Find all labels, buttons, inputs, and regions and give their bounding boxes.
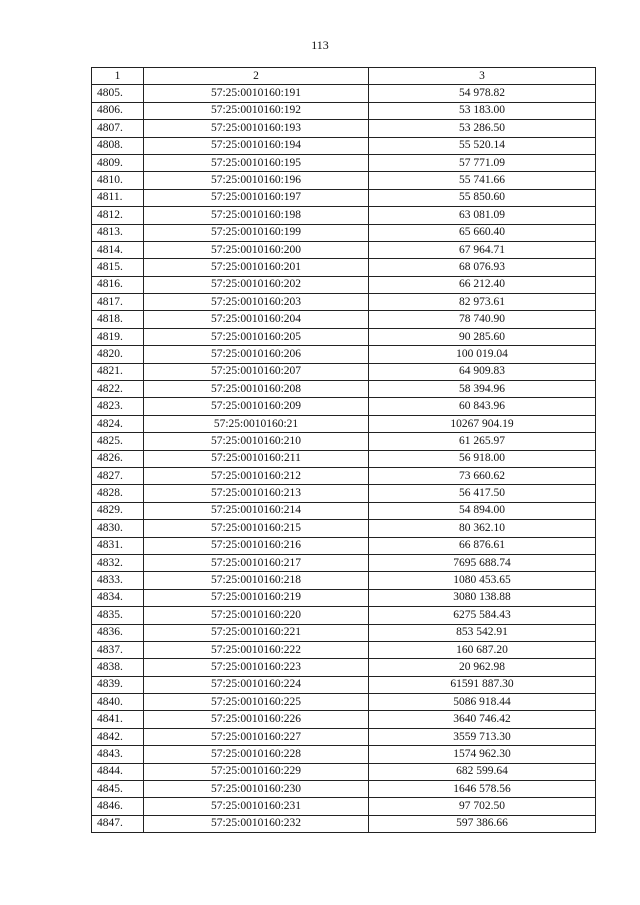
table-row: [92, 207, 596, 224]
cadastral-number-cell: 57:25:0010160:216: [144, 537, 369, 554]
cadastral-value-cell: 90 285.60: [369, 328, 596, 345]
table-row: [92, 346, 596, 363]
cadastral-number-cell: 57:25:0010160:215: [144, 520, 369, 537]
row-number-cell: 4805.: [92, 85, 144, 102]
cadastral-value-cell: 61 265.97: [369, 433, 596, 450]
table-row: [92, 137, 596, 154]
cadastral-value-cell: 53 183.00: [369, 102, 596, 119]
row-number-cell: 4831.: [92, 537, 144, 554]
table-row: [92, 641, 596, 658]
row-number-cell: 4808.: [92, 137, 144, 154]
row-number-cell: 4815.: [92, 259, 144, 276]
cadastral-value-cell: 853 542.91: [369, 624, 596, 641]
table-row: [92, 728, 596, 745]
cadastral-value-cell: 56 417.50: [369, 485, 596, 502]
cadastral-value-cell: 54 894.00: [369, 502, 596, 519]
cadastral-value-cell: 61591 887.30: [369, 676, 596, 693]
table-row: [92, 467, 596, 484]
cadastral-value-cell: 682 599.64: [369, 763, 596, 780]
table-row: [92, 781, 596, 798]
row-number-cell: 4828.: [92, 485, 144, 502]
row-number-cell: 4812.: [92, 207, 144, 224]
cadastral-value-cell: 3080 138.88: [369, 589, 596, 606]
cadastral-number-cell: 57:25:0010160:223: [144, 659, 369, 676]
table-row: [92, 241, 596, 258]
row-number-cell: 4844.: [92, 763, 144, 780]
row-number-cell: 4821.: [92, 363, 144, 380]
cadastral-number-cell: 57:25:0010160:227: [144, 728, 369, 745]
cadastral-value-cell: 100 019.04: [369, 346, 596, 363]
table-row: [92, 554, 596, 571]
row-number-cell: 4822.: [92, 381, 144, 398]
row-number-cell: 4839.: [92, 676, 144, 693]
table-row: [92, 502, 596, 519]
cadastral-value-cell: 20 962.98: [369, 659, 596, 676]
table-row: [92, 85, 596, 102]
column-header-3: 3: [369, 68, 596, 85]
row-number-cell: 4817.: [92, 294, 144, 311]
cadastral-number-cell: 57:25:0010160:210: [144, 433, 369, 450]
row-number-cell: 4809.: [92, 154, 144, 171]
row-number-cell: 4835.: [92, 607, 144, 624]
cadastral-number-cell: 57:25:0010160:191: [144, 85, 369, 102]
cadastral-value-cell: 63 081.09: [369, 207, 596, 224]
cadastral-value-cell: 65 660.40: [369, 224, 596, 241]
table-row: [92, 676, 596, 693]
table-row: [92, 276, 596, 293]
cadastral-number-cell: 57:25:0010160:196: [144, 172, 369, 189]
row-number-cell: 4810.: [92, 172, 144, 189]
row-number-cell: 4826.: [92, 450, 144, 467]
row-number-cell: 4816.: [92, 276, 144, 293]
table-row: [92, 763, 596, 780]
table-row: [92, 398, 596, 415]
cadastral-number-cell: 57:25:0010160:212: [144, 467, 369, 484]
cadastral-number-cell: 57:25:0010160:231: [144, 798, 369, 815]
table-header-row: [92, 68, 596, 85]
cadastral-value-cell: 7695 688.74: [369, 554, 596, 571]
cadastral-number-cell: 57:25:0010160:220: [144, 607, 369, 624]
cadastral-value-cell: 1080 453.65: [369, 572, 596, 589]
cadastral-value-cell: 57 771.09: [369, 154, 596, 171]
cadastral-number-cell: 57:25:0010160:194: [144, 137, 369, 154]
cadastral-number-cell: 57:25:0010160:204: [144, 311, 369, 328]
row-number-cell: 4827.: [92, 467, 144, 484]
row-number-cell: 4846.: [92, 798, 144, 815]
row-number-cell: 4807.: [92, 120, 144, 137]
cadastral-value-cell: 58 394.96: [369, 381, 596, 398]
row-number-cell: 4842.: [92, 728, 144, 745]
cadastral-number-cell: 57:25:0010160:224: [144, 676, 369, 693]
cadastral-number-cell: 57:25:0010160:198: [144, 207, 369, 224]
row-number-cell: 4836.: [92, 624, 144, 641]
cadastral-value-cell: 3559 713.30: [369, 728, 596, 745]
cadastral-number-cell: 57:25:0010160:201: [144, 259, 369, 276]
cadastral-value-cell: 1574 962.30: [369, 746, 596, 763]
row-number-cell: 4837.: [92, 641, 144, 658]
cadastral-number-cell: 57:25:0010160:206: [144, 346, 369, 363]
cadastral-number-cell: 57:25:0010160:217: [144, 554, 369, 571]
table-row: [92, 589, 596, 606]
row-number-cell: 4824.: [92, 415, 144, 432]
cadastral-value-cell: 160 687.20: [369, 641, 596, 658]
row-number-cell: 4814.: [92, 241, 144, 258]
table-row: [92, 607, 596, 624]
table-row: [92, 659, 596, 676]
cadastral-number-cell: 57:25:0010160:207: [144, 363, 369, 380]
table-row: [92, 415, 596, 432]
cadastral-number-cell: 57:25:0010160:225: [144, 694, 369, 711]
row-number-cell: 4811.: [92, 189, 144, 206]
row-number-cell: 4832.: [92, 554, 144, 571]
table-row: [92, 433, 596, 450]
cadastral-number-cell: 57:25:0010160:229: [144, 763, 369, 780]
cadastral-number-cell: 57:25:0010160:232: [144, 815, 369, 832]
cadastral-value-cell: 64 909.83: [369, 363, 596, 380]
cadastral-value-cell: 54 978.82: [369, 85, 596, 102]
cadastral-number-cell: 57:25:0010160:193: [144, 120, 369, 137]
table-row: [92, 259, 596, 276]
table-row: [92, 102, 596, 119]
cadastral-number-cell: 57:25:0010160:219: [144, 589, 369, 606]
cadastral-value-cell: 5086 918.44: [369, 694, 596, 711]
row-number-cell: 4834.: [92, 589, 144, 606]
table-row: [92, 815, 596, 832]
row-number-cell: 4813.: [92, 224, 144, 241]
table-row: [92, 189, 596, 206]
cadastral-value-cell: 68 076.93: [369, 259, 596, 276]
table-row: [92, 624, 596, 641]
cadastral-number-cell: 57:25:0010160:218: [144, 572, 369, 589]
row-number-cell: 4806.: [92, 102, 144, 119]
cadastral-number-cell: 57:25:0010160:230: [144, 781, 369, 798]
row-number-cell: 4823.: [92, 398, 144, 415]
cadastral-number-cell: 57:25:0010160:202: [144, 276, 369, 293]
cadastral-number-cell: 57:25:0010160:197: [144, 189, 369, 206]
table-row: [92, 172, 596, 189]
table-row: [92, 572, 596, 589]
table-row: [92, 711, 596, 728]
cadastral-number-cell: 57:25:0010160:221: [144, 624, 369, 641]
row-number-cell: 4840.: [92, 694, 144, 711]
cadastral-number-cell: 57:25:0010160:205: [144, 328, 369, 345]
cadastral-number-cell: 57:25:0010160:222: [144, 641, 369, 658]
row-number-cell: 4833.: [92, 572, 144, 589]
row-number-cell: 4825.: [92, 433, 144, 450]
row-number-cell: 4845.: [92, 781, 144, 798]
cadastral-value-cell: 66 212.40: [369, 276, 596, 293]
page-number: 113: [311, 38, 329, 52]
cadastral-value-table: [91, 67, 596, 833]
row-number-cell: 4838.: [92, 659, 144, 676]
cadastral-value-cell: 55 741.66: [369, 172, 596, 189]
cadastral-value-cell: 6275 584.43: [369, 607, 596, 624]
cadastral-value-cell: 597 386.66: [369, 815, 596, 832]
table-row: [92, 328, 596, 345]
cadastral-value-cell: 55 850.60: [369, 189, 596, 206]
table-body: [92, 68, 596, 833]
row-number-cell: 4829.: [92, 502, 144, 519]
cadastral-value-cell: 10267 904.19: [369, 415, 596, 432]
cadastral-number-cell: 57:25:0010160:211: [144, 450, 369, 467]
table-row: [92, 485, 596, 502]
cadastral-number-cell: 57:25:0010160:214: [144, 502, 369, 519]
cadastral-number-cell: 57:25:0010160:226: [144, 711, 369, 728]
cadastral-number-cell: 57:25:0010160:200: [144, 241, 369, 258]
row-number-cell: 4847.: [92, 815, 144, 832]
cadastral-value-cell: 1646 578.56: [369, 781, 596, 798]
row-number-cell: 4818.: [92, 311, 144, 328]
cadastral-value-cell: 82 973.61: [369, 294, 596, 311]
cadastral-value-cell: 53 286.50: [369, 120, 596, 137]
cadastral-value-cell: 67 964.71: [369, 241, 596, 258]
cadastral-number-cell: 57:25:0010160:192: [144, 102, 369, 119]
table-row: [92, 520, 596, 537]
table-row: [92, 294, 596, 311]
table-row: [92, 311, 596, 328]
row-number-cell: 4843.: [92, 746, 144, 763]
table-row: [92, 154, 596, 171]
cadastral-number-cell: 57:25:0010160:209: [144, 398, 369, 415]
row-number-cell: 4830.: [92, 520, 144, 537]
row-number-cell: 4820.: [92, 346, 144, 363]
table-row: [92, 694, 596, 711]
table-row: [92, 224, 596, 241]
cadastral-number-cell: 57:25:0010160:213: [144, 485, 369, 502]
cadastral-number-cell: 57:25:0010160:195: [144, 154, 369, 171]
table-row: [92, 537, 596, 554]
table-row: [92, 450, 596, 467]
cadastral-value-cell: 66 876.61: [369, 537, 596, 554]
cadastral-value-cell: 60 843.96: [369, 398, 596, 415]
row-number-cell: 4819.: [92, 328, 144, 345]
row-number-cell: 4841.: [92, 711, 144, 728]
cadastral-value-cell: 55 520.14: [369, 137, 596, 154]
column-header-2: 2: [144, 68, 369, 85]
cadastral-number-cell: 57:25:0010160:208: [144, 381, 369, 398]
cadastral-number-cell: 57:25:0010160:203: [144, 294, 369, 311]
table-row: [92, 120, 596, 137]
table-row: [92, 746, 596, 763]
column-header-1: 1: [92, 68, 144, 85]
cadastral-number-cell: 57:25:0010160:199: [144, 224, 369, 241]
cadastral-value-cell: 80 362.10: [369, 520, 596, 537]
cadastral-number-cell: 57:25:0010160:21: [144, 415, 369, 432]
cadastral-number-cell: 57:25:0010160:228: [144, 746, 369, 763]
cadastral-value-cell: 3640 746.42: [369, 711, 596, 728]
table-row: [92, 798, 596, 815]
table-row: [92, 381, 596, 398]
cadastral-value-cell: 97 702.50: [369, 798, 596, 815]
table-row: [92, 363, 596, 380]
cadastral-value-cell: 56 918.00: [369, 450, 596, 467]
cadastral-value-cell: 73 660.62: [369, 467, 596, 484]
cadastral-value-cell: 78 740.90: [369, 311, 596, 328]
